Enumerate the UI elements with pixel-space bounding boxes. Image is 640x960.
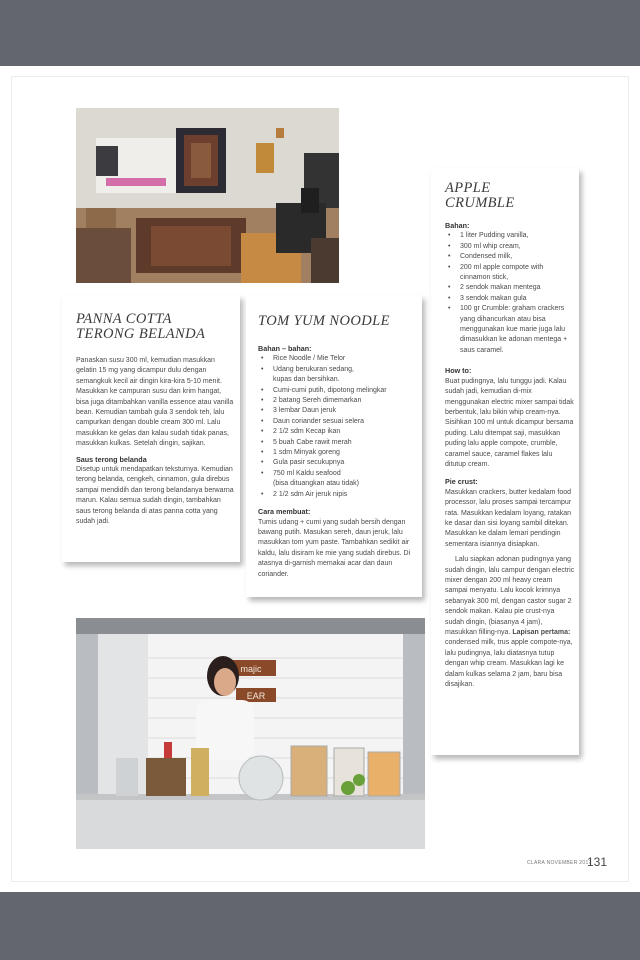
bullet-icon: •: [448, 284, 451, 292]
bullet-icon: •: [261, 417, 264, 425]
tom-yum-cara-heading: Cara membuat:: [258, 507, 311, 517]
tom-yum-ingredient-text: Rice Noodle / Mie Telor: [273, 355, 346, 363]
bullet-icon: •: [448, 294, 451, 302]
tom-yum-ingredient: [258, 427, 418, 437]
apple-ingredient-text: 300 ml whip cream,: [460, 242, 521, 250]
tom-yum-cara-text: Tumis udang + cumi yang sudah bersih dengan bawang putih. Masukan sereh, daun jeruk, lalu masukkan tom yum paste. Tambahkan sedikit air kaldu, lalu disiram ke mie yang sudah direbus. Di atasnya di-garnish memakai acar dan daun coriander.: [258, 518, 411, 578]
sign-top: majic: [240, 664, 262, 674]
bullet-icon: •: [448, 232, 451, 240]
tom-yum-ingredient-text: 2 1/2 sdm Air jeruk nipis: [273, 490, 348, 498]
tom-yum-ingredient-text: Gula pasir secukupnya: [273, 459, 345, 467]
apple-ingredient-text: Condensed milk,: [460, 253, 513, 261]
page-number: 131: [587, 855, 608, 869]
kitchen-illustration: [76, 618, 425, 849]
bullet-icon: •: [261, 386, 264, 394]
tom-yum-card: [246, 295, 422, 597]
panna-cotta-intro: Panaskan susu 300 ml, kemudian masukkan gelatin 15 mg yang dicampur dulu dengan semangkuk kecil air dingin kira-kira 5-10 menit. Masukkan ke campuran susu dan krim hangat, bisa juga ditambahkan vanilla essence atau vanilla bean. Kemudian tambah gula 3 sendok teh, lalu campurkan dengan double cream 300 ml. Lalu masukkan ke gelas dan kalau sudah tidak panas, masukkan kulkas. Setelah dingin, sajikan.: [76, 357, 234, 448]
apple-crumble-title-line1: APPLE: [445, 180, 491, 196]
bullet-icon: •: [261, 449, 264, 457]
bullet-icon: •: [261, 365, 264, 373]
tom-yum-ingredient: [258, 396, 418, 406]
magazine-page: [0, 66, 640, 892]
tom-yum-ingredient-text: Udang berukuran sedang, kupas dan bersihkan.: [273, 365, 354, 384]
apple-ingredient: [445, 263, 575, 284]
workshop-photo: [76, 108, 339, 283]
bullet-icon: •: [261, 397, 264, 405]
howto-text: Buat pudingnya, lalu tunggu jadi. Kalau sudah jadi, kemudian di-mix menggunakan electric mixer sampai tidak berbentuk, lalu bikin whip cream-nya. Sisihkan 100 ml untuk dicampur bersama puding. Lalu ditempat saji, masukkan puding lalu apple compote, crumble, caramel sauce, caramel flakes lalu ditutup cream.: [445, 377, 574, 468]
tom-yum-ingredient: [258, 469, 418, 490]
apple-ingredient: [445, 294, 575, 304]
panna-cotta-card: [62, 295, 240, 562]
tom-yum-ingredient: [258, 458, 418, 468]
tom-yum-bahan-heading: Bahan – bahan:: [258, 344, 312, 353]
bullet-icon: •: [261, 469, 264, 477]
tom-yum-ingredient: [258, 438, 418, 448]
apple-ingredient: [445, 231, 575, 241]
apple-ingredient-list: [445, 231, 575, 356]
panna-cotta-title-line1: PANNA COTTA: [76, 311, 172, 327]
tom-yum-ingredient-text: Cumi-cumi putih, dipotong melingkar: [273, 386, 387, 394]
footer-magazine: CLARA NOVEMBER 2017: [527, 860, 592, 866]
layer-heading: Lapisan pertama:: [512, 629, 571, 637]
tom-yum-ingredient: [258, 354, 418, 364]
tom-yum-ingredient-text: 5 buah Cabe rawit merah: [273, 438, 352, 446]
sign-bottom: EAR: [246, 691, 266, 701]
bullet-icon: •: [448, 242, 451, 250]
pie-crust-heading: Pie crust:: [445, 477, 478, 487]
sauce-heading: Saus terong belanda: [76, 454, 147, 464]
tom-yum-ingredient-text: 1 sdm Minyak goreng: [273, 449, 340, 457]
apple-ingredient-text: 3 sendok makan gula: [460, 294, 527, 302]
howto-heading: How to:: [445, 366, 472, 376]
kitchen-photo: [76, 618, 425, 849]
sauce-text: Disetup untuk mendapatkan teksturnya. Kemudian terong belanda, cengkeh, cinnamon, gula direbus sampai mendidih dan terong belandanya berwarna marun. Kalau semua sudah dingin, tambahkan saus terong belanda di atas panna cotta yang sudah jadi.: [76, 466, 234, 526]
apple-ingredient: [445, 283, 575, 293]
panna-cotta-title-line2: TERONG BELANDA: [76, 326, 206, 342]
tom-yum-ingredient-text: 3 lembar Daun jeruk: [273, 407, 337, 415]
bullet-icon: •: [261, 490, 264, 498]
workshop-illustration: [76, 108, 339, 283]
layer-text: condensed milk, trus apple compote-nya, lalu pudingnya, lalu diatasnya tutup dengan whip cream. Masukkan lagi ke dalam kulkas selama 2 jam, baru bisa disajikan.: [445, 639, 573, 689]
bullet-icon: •: [448, 305, 451, 313]
tom-yum-ingredient-text: Daun coriander sesuai selera: [273, 417, 365, 425]
tom-yum-ingredient: [258, 365, 418, 386]
tom-yum-ingredient: [258, 386, 418, 396]
tom-yum-ingredient-text: 750 ml Kaldu seafood (bisa dituangkan atau tidak): [273, 469, 359, 488]
apple-ingredient-text: 200 ml apple compote with cinnamon stick,: [460, 263, 544, 282]
pie-crust-text-2: [445, 555, 575, 690]
tom-yum-ingredient-text: 2 1/2 sdm Kecap ikan: [273, 428, 341, 436]
tom-yum-ingredient: [258, 406, 418, 416]
bullet-icon: •: [261, 459, 264, 467]
apple-ingredient-text: 100 gr Crumble: graham crackers yang dihancurkan atau bisa menggunakan kue marie juga lalu dimasukkan ke adonan mentega + saus caramel.: [460, 305, 568, 354]
tom-yum-ingredient-text: 2 batang Sereh dimemarkan: [273, 397, 362, 405]
tom-yum-ingredient: [258, 448, 418, 458]
bullet-icon: •: [261, 438, 264, 446]
tom-yum-ingredient: [258, 417, 418, 427]
bullet-icon: •: [448, 253, 451, 261]
apple-ingredient: [445, 252, 575, 262]
apple-ingredient: [445, 304, 575, 356]
apple-crumble-title-line2: CRUMBLE: [445, 195, 515, 211]
pie-crust-text: Masukkan crackers, butter kedalam food processor, lalu proses sampai tercampur rata. Masukkan kedalam loyang, ratakan ke dasar dan sisi loyang sambil ditekan. Masukkan ke dalam lemari pendingin sementara isiannya disiapkan.: [445, 488, 572, 548]
pie-crust-text-2-body: Lalu siapkan adonan pudingnya yang sudah dingin, lalu campur dengan electric mixer dengan 200 ml heavy cream sampai menyatu. Lalu kocok krimnya sebanyak 300 ml, dengan castor sugar 2 sendok makan. Kalau pie crust-nya sudah dingin, (biasanya 4 jam), masukkan filling-nya.: [445, 556, 575, 637]
tom-yum-ingredient: [258, 490, 418, 500]
apple-ingredient-text: 2 sendok makan mentega: [460, 284, 541, 292]
bullet-icon: •: [448, 263, 451, 271]
apple-ingredient-text: 1 liter Pudding vanilla,: [460, 232, 529, 240]
apple-ingredient: [445, 242, 575, 252]
tom-yum-title: TOM YUM NOODLE: [258, 313, 390, 329]
apple-crumble-card: [431, 168, 579, 755]
apple-bahan-heading: Bahan:: [445, 221, 470, 230]
bullet-icon: •: [261, 407, 264, 415]
tom-yum-ingredient-list: [258, 354, 418, 500]
bullet-icon: •: [261, 355, 264, 363]
bullet-icon: •: [261, 428, 264, 436]
